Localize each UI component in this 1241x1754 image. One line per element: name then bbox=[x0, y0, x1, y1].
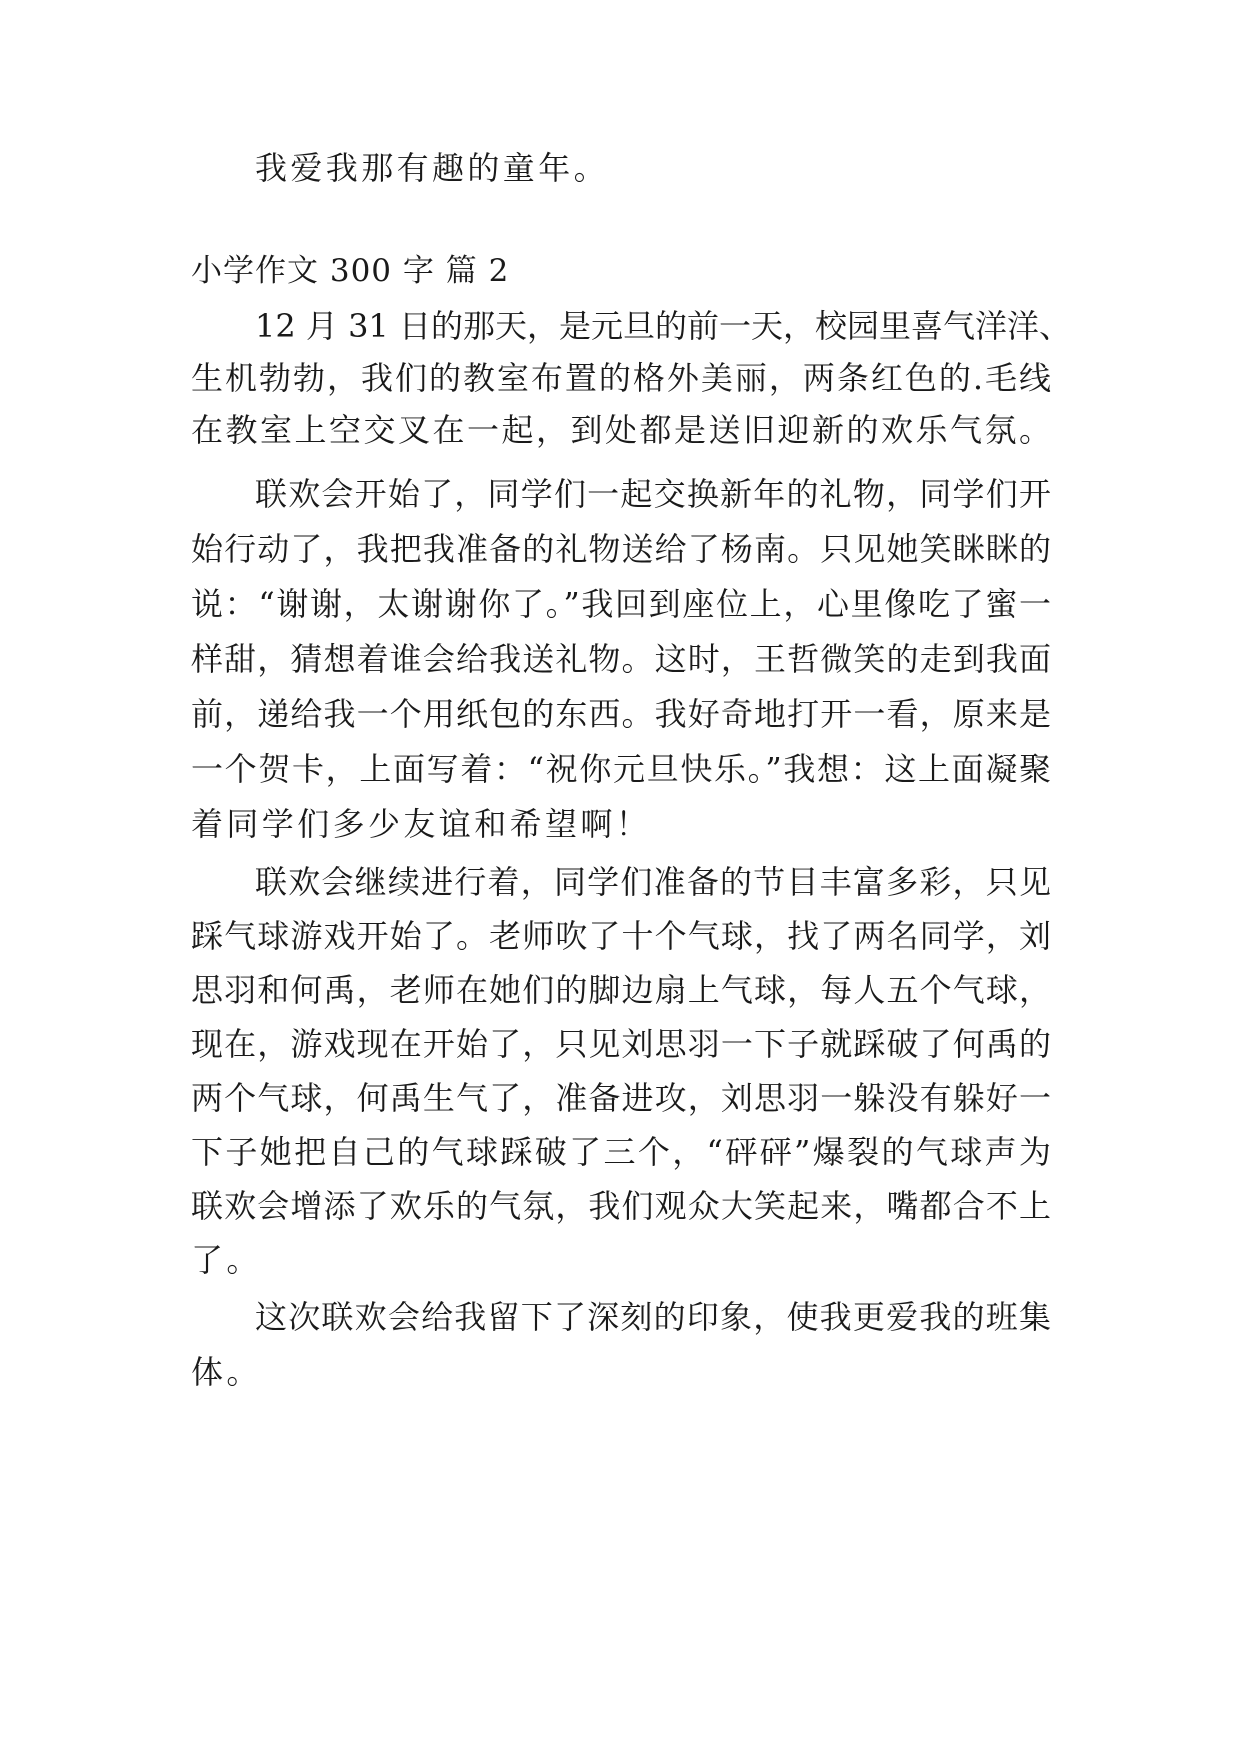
paragraph-3-line-7: 联欢会增添了欢乐的气氛，我们观众大笑起来，嘴都合不上 bbox=[191, 1187, 1051, 1225]
paragraph-4-line-1: 这次联欢会给我留下了深刻的印象，使我更爱我的班集 bbox=[255, 1298, 1051, 1336]
paragraph-3-line-8: 了。 bbox=[191, 1241, 262, 1279]
paragraph-4-line-2: 体。 bbox=[191, 1353, 262, 1391]
paragraph-2-line-1: 联欢会开始了，同学们一起交换新年的礼物，同学们开 bbox=[255, 475, 1051, 513]
paragraph-1-line-2: 生机勃勃，我们的教室布置的格外美丽，两条红色的.毛线 bbox=[191, 359, 1051, 397]
paragraph-2-line-5: 前，递给我一个用纸包的东西。我好奇地打开一看，原来是 bbox=[191, 695, 1051, 733]
paragraph-2-line-4: 样甜，猜想着谁会给我送礼物。这时，王哲微笑的走到我面 bbox=[191, 640, 1051, 678]
paragraph-3-line-2: 踩气球游戏开始了。老师吹了十个气球，找了两名同学，刘 bbox=[191, 917, 1051, 955]
paragraph-1-line-1: 12 月 31 日的那天，是元旦的前一天，校园里喜气洋洋、 bbox=[255, 307, 1071, 345]
closing-line-previous-essay: 我爱我那有趣的童年。 bbox=[255, 149, 610, 187]
paragraph-1-line-3: 在教室上空交叉在一起，到处都是送旧迎新的欢乐气氛。 bbox=[191, 411, 1051, 449]
paragraph-3-line-3: 思羽和何禹，老师在她们的脚边扇上气球，每人五个气球， bbox=[191, 971, 1051, 1009]
paragraph-2-line-6: 一个贺卡，上面写着：“祝你元旦快乐。”我想：这上面凝聚 bbox=[191, 750, 1051, 788]
paragraph-3-line-6: 下子她把自己的气球踩破了三个，“砰砰”爆裂的气球声为 bbox=[191, 1133, 1051, 1171]
paragraph-2-line-2: 始行动了，我把我准备的礼物送给了杨南。只见她笑眯眯的 bbox=[191, 530, 1051, 568]
paragraph-3-line-4: 现在，游戏现在开始了，只见刘思羽一下子就踩破了何禹的 bbox=[191, 1025, 1051, 1063]
paragraph-2-line-7: 着同学们多少友谊和希望啊！ bbox=[191, 805, 652, 843]
paragraph-2-line-3: 说：“谢谢，太谢谢你了。”我回到座位上，心里像吃了蜜一 bbox=[191, 585, 1051, 623]
paragraph-3-line-5: 两个气球，何禹生气了，准备进攻，刘思羽一躲没有躲好一 bbox=[191, 1079, 1051, 1117]
section-title: 小学作文 300 字 篇 2 bbox=[191, 253, 510, 289]
paragraph-3-line-1: 联欢会继续进行着，同学们准备的节目丰富多彩，只见 bbox=[255, 863, 1051, 901]
